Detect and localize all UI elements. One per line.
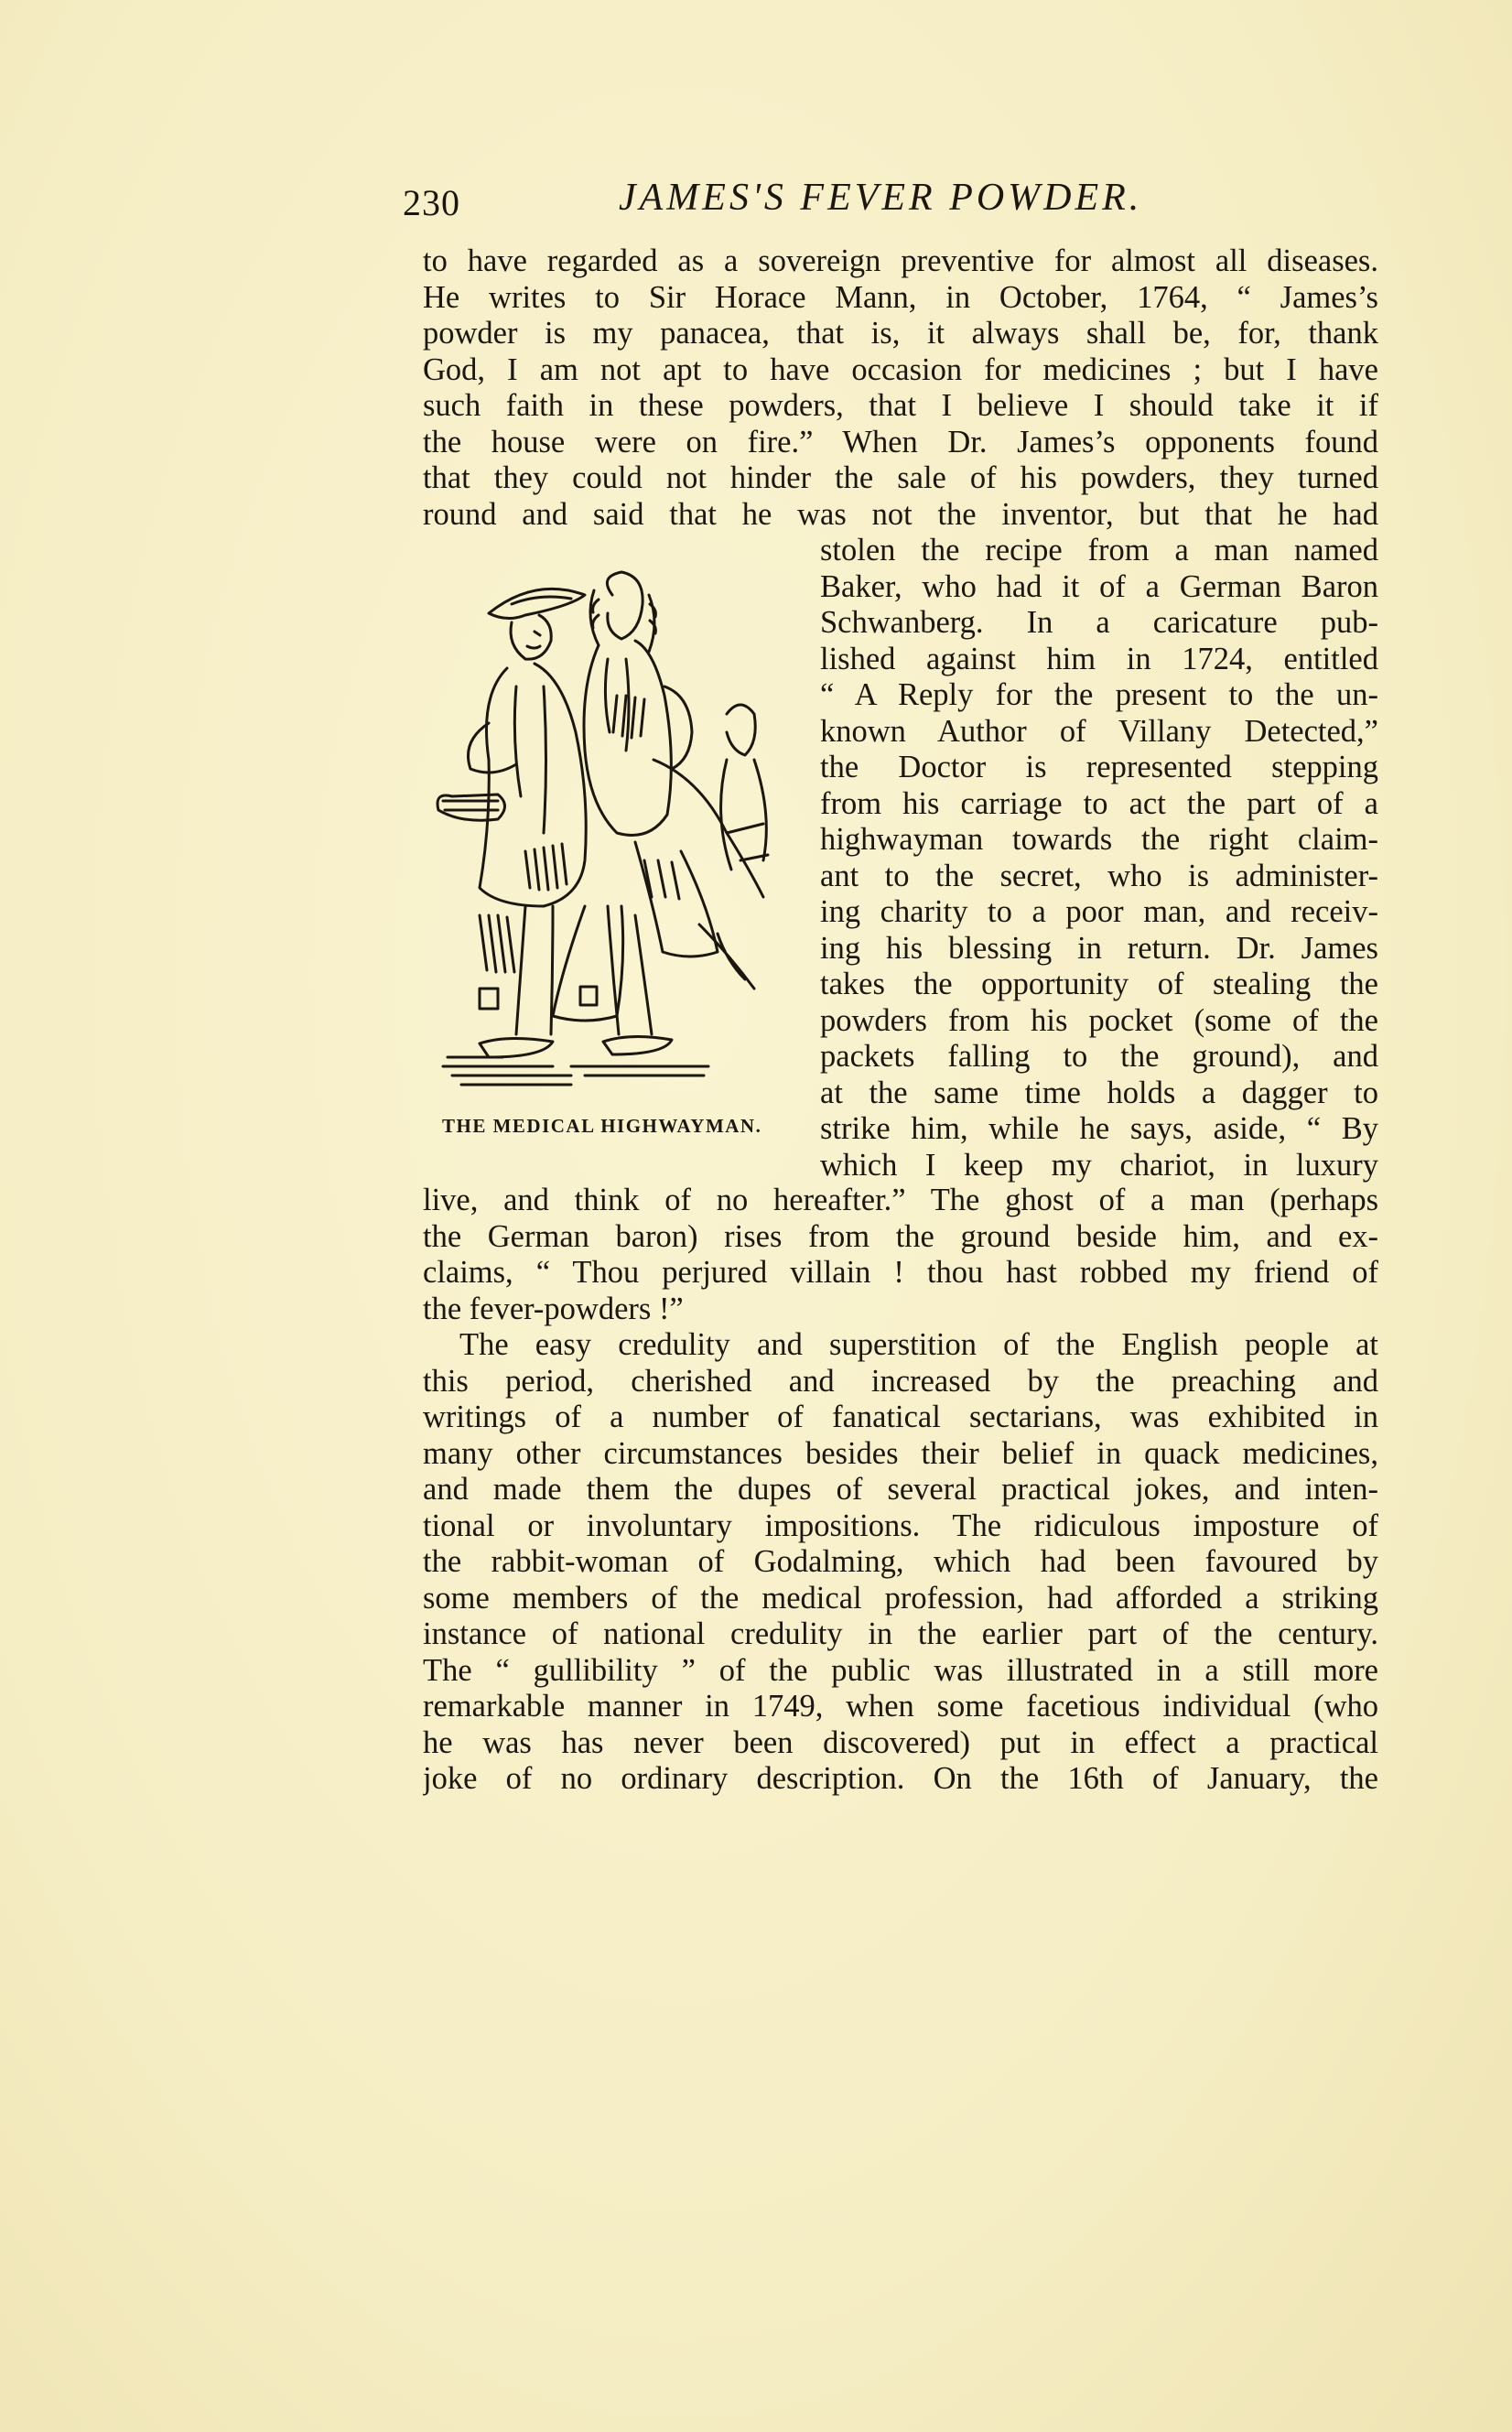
text-line: “ A Reply for the present to the un- — [820, 677, 1378, 712]
text-line: from his carriage to act the part of a — [820, 785, 1378, 821]
text-line: packets falling to the ground), and — [820, 1039, 1378, 1074]
text-line: stolen the recipe from a man named — [820, 533, 1378, 567]
text-line: and made them the dupes of several practical jokes, and inten- — [423, 1472, 1378, 1507]
text-line: joke of no ordinary description. On the 16th of January, the — [423, 1761, 1378, 1796]
text-line: such faith in these powders, that I believe I should take it if — [423, 388, 1378, 423]
wrapped-paragraph — [820, 533, 1378, 1184]
page-header — [0, 176, 1512, 231]
text-line: this period, cherished and increased by the preaching and — [423, 1363, 1378, 1399]
text-line: strike him, while he says, aside, “ By — [820, 1111, 1378, 1146]
text-line: which I keep my chariot, in luxury — [820, 1147, 1378, 1183]
text-line: known Author of Villany Detected,” — [820, 713, 1378, 749]
text-line: remarkable manner in 1749, when some facetious individual (who — [423, 1689, 1378, 1724]
text-line: the Doctor is represented stepping — [820, 750, 1378, 784]
text-line: powder is my panacea, that is, it always shall be, for, thank — [423, 316, 1378, 351]
text-line: at the same time holds a dagger to — [820, 1075, 1378, 1110]
text-line: Schwanberg. In a caricature pub- — [820, 605, 1378, 640]
running-title: JAMES'S FEVER POWDER. — [619, 177, 1143, 219]
text-line: ing charity to a poor man, and receiv- — [820, 894, 1378, 929]
text-line: to have regarded as a sovereign preventive for almost all diseases. — [423, 243, 1378, 278]
text-line: ing his blessing in return. Dr. James — [820, 930, 1378, 966]
page-number: 230 — [403, 182, 460, 223]
text-line: the house were on fire.” When Dr. James’s opponents found — [423, 424, 1378, 459]
text-line: highwayman towards the right claim- — [820, 822, 1378, 857]
top-paragraph — [423, 243, 1378, 533]
text-line: claims, “ Thou perjured villain ! thou hast robbed my friend of — [423, 1255, 1378, 1290]
text-line: The easy credulity and superstition of the English people at — [459, 1327, 1378, 1362]
text-line: that they could not hinder the sale of his powders, they turned — [423, 460, 1378, 495]
text-line: some members of the medical profession, had afforded a striking — [423, 1580, 1378, 1616]
text-line: he was has never been discovered) put in effect a practical — [423, 1724, 1378, 1760]
text-line: takes the opportunity of stealing the — [820, 967, 1378, 1001]
text-line: The “ gullibility ” of the public was illustrated in a still more — [423, 1652, 1378, 1688]
text-line: live, and think of no hereafter.” The ghost of a man (perhaps — [423, 1183, 1378, 1217]
text-line: writings of a number of fanatical sectarians, was exhibited in — [423, 1400, 1378, 1434]
text-line: Baker, who had it of a German Baron — [820, 568, 1378, 604]
text-line: He writes to Sir Horace Mann, in October, 1764, “ James’s — [423, 279, 1378, 315]
text-line: round and said that he was not the inventor, but that he had — [423, 496, 1378, 532]
woodcut-illustration — [425, 558, 809, 1098]
text-line: ant to the secret, who is administer- — [820, 858, 1378, 893]
figure-caption: THE MEDICAL HIGHWAYMAN. — [442, 1115, 762, 1137]
text-line: lished against him in 1724, entitled — [820, 641, 1378, 676]
text-line: tional or involuntary impositions. The ridiculous imposture of — [423, 1508, 1378, 1543]
bottom-paragraphs — [423, 1183, 1378, 1798]
text-line: the rabbit-woman of Godalming, which had been favoured by — [423, 1544, 1378, 1579]
text-line: powders from his pocket (some of the — [820, 1002, 1378, 1038]
text-line: the German baron) rises from the ground beside him, and ex- — [423, 1218, 1378, 1254]
text-line: many other circumstances besides their belief in quack medicines, — [423, 1435, 1378, 1471]
text-line: instance of national credulity in the earlier part of the century. — [423, 1616, 1378, 1651]
text-line: the fever-powders !” — [423, 1291, 684, 1326]
text-line: God, I am not apt to have occasion for medicines ; but I have — [423, 351, 1378, 387]
